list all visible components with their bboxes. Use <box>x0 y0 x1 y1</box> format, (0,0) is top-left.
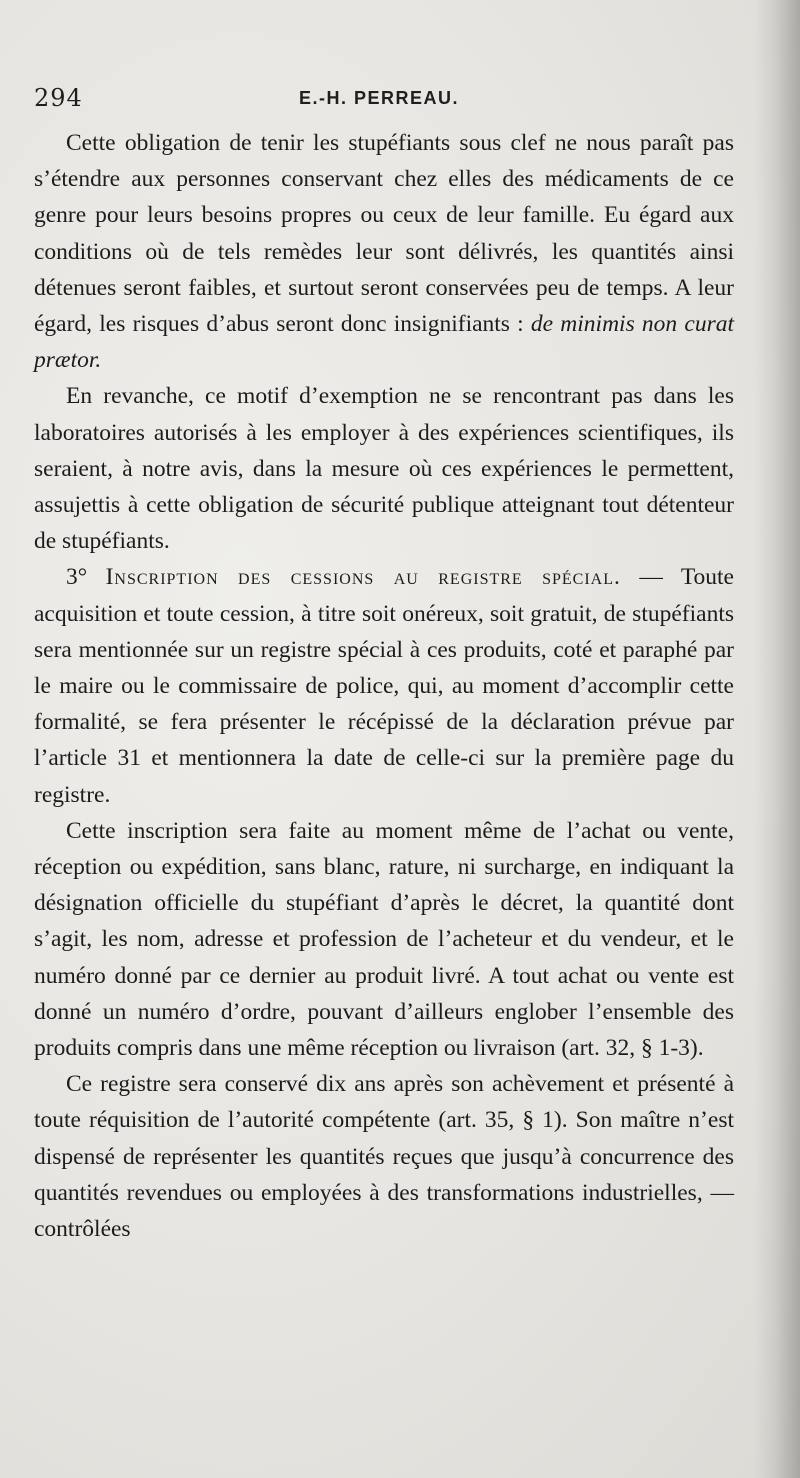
page-header <box>34 84 724 114</box>
page-number: 294 <box>34 84 83 112</box>
paragraph-5 <box>34 1066 734 1247</box>
section-heading: Inscription des cessions au registre spécial. <box>105 564 621 591</box>
paragraph-2 <box>34 378 734 559</box>
running-head: E.-H. PERREAU. <box>299 88 460 108</box>
paragraph-4 <box>34 813 734 1066</box>
paragraph-5-text: Ce registre sera conservé dix ans après son achèvement et présenté à toute réquisition de l’autorité compétente (art. 35, § 1). Son maître n’est dispensé de représenter les quantités reçues que jusqu’à concurrence des quantités revendues ou employées à des transformations industrielles, — contrôlées <box>34 1071 734 1243</box>
paragraph-2-text: En revanche, ce motif d’exemption ne se rencontrant pas dans les laboratoires autorisés à les employer à des expériences scientifiques, ils seraient, à notre avis, dans la mesure où ces expériences le permettent, assujettis à cette obligation de sécurité publique atteignant tout détenteur de stupéfiants. <box>34 383 734 555</box>
page-edge-shadow <box>754 0 800 1478</box>
section-number: 3° <box>66 564 106 591</box>
paragraph-3-text: — Toute acquisition et toute cession, à titre soit onéreux, soit gratuit, de stupéfiants sera mentionnée sur un registre spécial à ces produits, coté et paraphé par le maire ou le commissaire de police, qui, au moment d’accomplir cette formalité, se fera présenter le récépissé de la déclaration prévue par l’article 31 et mentionnera la date de celle-ci sur la première page du registre. <box>34 564 734 808</box>
paragraph-3 <box>34 559 734 812</box>
latin-maxim: de minimis non curat prætor. <box>34 311 734 374</box>
paragraph-4-text: Cette inscription sera faite au moment même de l’achat ou vente, réception ou expédition, sans blanc, rature, ni surcharge, en indiquant la désignation officielle du stupéfiant d’après le décret, la quantité dont s’agit, les nom, adresse et profession de l’acheteur et du vendeur, et le numéro donné par ce dernier au produit livré. A tout achat ou vente est donné un numéro d’ordre, pouvant d’ailleurs englober l’ensemble des produits compris dans une même réception ou livraison (art. 32, § 1-3). <box>34 817 734 1062</box>
paragraph-1-text: Cette obligation de tenir les stupéfiants sous clef ne nous paraît pas s’étendre aux personnes conservant chez elles des médicaments de ce genre pour leurs besoins propres ou ceux de leur famille. Eu égard aux conditions où de tels remèdes leur sont délivrés, les quantités ainsi détenues seront faibles, et surtout seront conservées peu de temps. A leur égard, les risques d’abus seront donc insignifiants : <box>34 130 734 338</box>
paragraph-1 <box>34 125 734 378</box>
body-text <box>34 125 734 1247</box>
